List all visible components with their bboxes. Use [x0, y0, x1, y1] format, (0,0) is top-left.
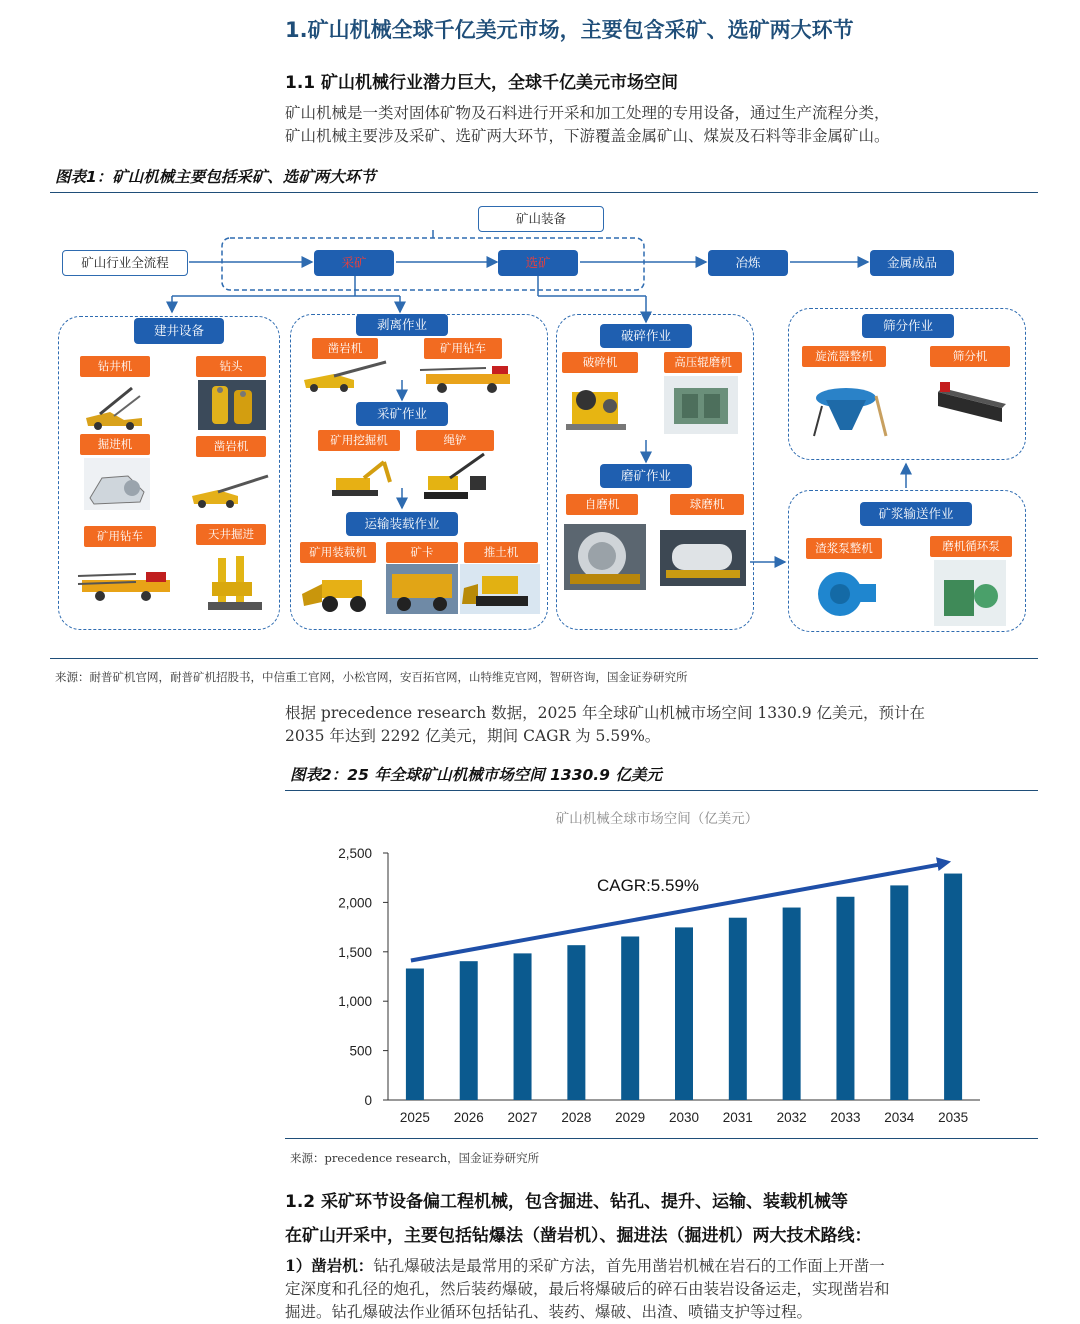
bar-2026	[460, 961, 478, 1100]
figure1-top-rule	[50, 192, 1038, 193]
node-full-process: 矿山行业全流程	[62, 250, 188, 276]
intro-paragraph	[285, 102, 890, 148]
chart-title: 矿山机械全球市场空间（亿美元）	[555, 811, 759, 827]
hydrocyclone-image	[806, 376, 892, 444]
cagr-arrow-head	[936, 857, 951, 871]
figure2-title: 图表2：25 年全球矿山机械市场空间 1330.9 亿美元	[290, 766, 662, 784]
tag-mining-drill-truck: 矿用钻车	[424, 338, 502, 359]
x-tick-label: 2032	[776, 1110, 807, 1125]
y-tick-label: 1,500	[338, 944, 372, 960]
section-heading-1-1: 1.1 矿山机械行业潜力巨大，全球千亿美元市场空间	[285, 73, 679, 93]
node-shaft-equipment: 建井设备	[134, 318, 224, 344]
mining-loader-image	[300, 568, 376, 614]
sag-mill-image	[564, 524, 646, 590]
process-diagram	[50, 196, 1038, 646]
y-tick-label: 500	[349, 1043, 372, 1059]
market-bar-chart	[285, 798, 1038, 1134]
tag-rock-drill-a: 凿岩机	[196, 436, 266, 457]
tag-rope-shovel: 绳铲	[416, 430, 494, 451]
bar-2025	[406, 969, 424, 1100]
figure2-top-rule	[285, 790, 1038, 791]
bar-2031	[729, 918, 747, 1100]
tag-drill-bit: 钻头	[196, 356, 266, 377]
rock-drill-b-image	[300, 360, 390, 394]
market-paragraph	[285, 702, 925, 748]
crusher-image	[562, 378, 632, 434]
node-screening: 筛分作业	[862, 314, 954, 338]
tag-mining-truck: 矿卡	[386, 542, 458, 563]
node-crushing: 破碎作业	[600, 324, 692, 348]
figure2-source: 来源：precedence research，国金证券研究所	[290, 1151, 540, 1165]
market-line-2: 2035 年达到 2292 亿美元，期间 CAGR 为 5.59%。	[285, 727, 661, 745]
bar-2035	[944, 874, 962, 1100]
mining-excavator-image	[328, 456, 398, 498]
tag-sag-mill: 自磨机	[566, 494, 638, 515]
tag-screen: 筛分机	[930, 346, 1010, 367]
bulldozer-image	[460, 564, 540, 614]
tag-hpgr: 高压辊磨机	[664, 352, 742, 373]
rope-shovel-image	[420, 452, 492, 502]
node-mining-equipment: 矿山装备	[478, 206, 604, 232]
item1-line-1: 钻孔爆破法是最常用的采矿方法，首先用凿岩机械在岩石的工作面上开凿一	[373, 1257, 885, 1275]
rock-drill-a-image	[188, 466, 272, 510]
drilling-paragraph	[285, 1254, 890, 1324]
y-tick-label: 0	[364, 1093, 372, 1108]
mill-pump-image	[934, 560, 1006, 626]
tag-raise-boring: 天井掘进	[196, 524, 266, 545]
tag-mill-pump: 磨机循环泵	[930, 536, 1012, 557]
item1-line-2: 定深度和孔径的炮孔，然后装药爆破，最后将爆破后的碎石由装岩设备运走，实现凿岩和	[285, 1280, 890, 1298]
tag-tunneling-machine: 掘进机	[80, 434, 150, 455]
tag-rock-drill-b: 凿岩机	[312, 338, 378, 359]
x-tick-label: 2026	[453, 1110, 484, 1125]
ball-mill-image	[660, 530, 746, 586]
tag-mining-excavator: 矿用挖掘机	[318, 430, 400, 451]
market-line-1: 根据 precedence research 数据，2025 年全球矿山机械市场空间 1330.9 亿美元，预计在	[285, 704, 926, 722]
tunneling-machine-image	[84, 458, 150, 510]
bar-2028	[567, 945, 585, 1100]
bar-2027	[514, 953, 532, 1100]
x-tick-label: 2035	[938, 1110, 969, 1125]
node-mining: 采矿	[314, 250, 394, 276]
bar-2032	[783, 908, 801, 1100]
intro-line-2: 矿山机械主要涉及采矿、选矿两大环节，下游覆盖金属矿山、煤炭及石料等非金属矿山。	[285, 127, 890, 145]
mining-truck-image	[386, 564, 458, 614]
y-tick-label: 2,500	[338, 846, 372, 861]
tag-hydrocyclone: 旋流器整机	[802, 346, 886, 367]
x-tick-label: 2030	[668, 1110, 700, 1125]
node-beneficiation: 选矿	[498, 250, 578, 276]
tag-mining-loader: 矿用装载机	[300, 542, 376, 563]
bar-2030	[675, 927, 693, 1100]
tag-crusher: 破碎机	[562, 352, 638, 373]
tag-mining-drill-car: 矿用钻车	[84, 526, 156, 547]
chart-bars	[406, 874, 962, 1100]
node-slurry-transport: 矿浆输送作业	[860, 502, 972, 526]
item1-label: 1）凿岩机：	[285, 1256, 374, 1275]
node-metal-products: 金属成品	[870, 250, 954, 276]
figure1-source: 来源：耐普矿机官网，耐普矿机招股书，中信重工官网，小松官网，安百拓官网，山特维克官网，智研咨询，国金证券研究所	[55, 670, 688, 684]
x-tick-label: 2029	[615, 1110, 646, 1125]
x-tick-label: 2027	[507, 1110, 538, 1125]
node-stripping: 剥离作业	[356, 314, 448, 336]
item1-line-3: 掘进。钻孔爆破法作业循环包括钻孔、装药、爆破、出渣、喷锚支护等过程。	[285, 1303, 813, 1321]
bar-2034	[890, 885, 908, 1100]
x-tick-label: 2031	[722, 1110, 753, 1125]
node-grinding: 磨矿作业	[600, 464, 692, 488]
section-heading-1-2: 1.2 采矿环节设备偏工程机械，包含掘进、钻孔、提升、运输、装载机械等	[285, 1192, 849, 1212]
page-title: 1.矿山机械全球千亿美元市场，主要包含采矿、选矿两大环节	[285, 18, 854, 42]
figure1-title: 图表1：矿山机械主要包括采矿、选矿两大环节	[55, 168, 376, 186]
x-tick-label: 2034	[884, 1110, 915, 1125]
bar-2033	[836, 897, 854, 1100]
section-subheading: 在矿山开采中，主要包括钻爆法（凿岩机）、掘进法（掘进机）两大技术路线：	[285, 1226, 872, 1246]
bar-2029	[621, 936, 639, 1100]
drill-bit-image	[198, 380, 266, 430]
x-tick-label: 2028	[561, 1110, 592, 1125]
intro-line-1: 矿山机械是一类对固体矿物及石料进行开采和加工处理的专用设备，通过生产流程分类，	[285, 104, 890, 122]
mining-drill-car-image	[76, 564, 176, 606]
figure1-bottom-rule	[50, 658, 1038, 659]
y-tick-label: 2,000	[338, 895, 372, 911]
screen-image	[932, 378, 1014, 430]
node-smelting: 冶炼	[708, 250, 788, 276]
tag-drill-rig: 钻井机	[80, 356, 150, 377]
tag-slurry-pump: 渣浆泵整机	[806, 538, 882, 559]
x-tick-label: 2025	[399, 1110, 430, 1125]
y-tick-label: 1,000	[338, 994, 372, 1010]
tag-bulldozer: 推土机	[464, 542, 538, 563]
node-transport-loading: 运输装载作业	[346, 512, 458, 536]
hpgr-image	[664, 376, 738, 434]
drill-rig-image	[80, 382, 150, 430]
figure2-bottom-rule	[285, 1138, 1038, 1139]
node-mining-op: 采矿作业	[356, 402, 448, 426]
slurry-pump-image	[808, 566, 882, 622]
mining-drill-truck-image	[416, 362, 516, 394]
tag-ball-mill: 球磨机	[670, 494, 744, 515]
x-tick-label: 2033	[830, 1110, 861, 1125]
raise-boring-image	[202, 552, 268, 614]
cagr-annotation: CAGR:5.59%	[596, 876, 700, 895]
